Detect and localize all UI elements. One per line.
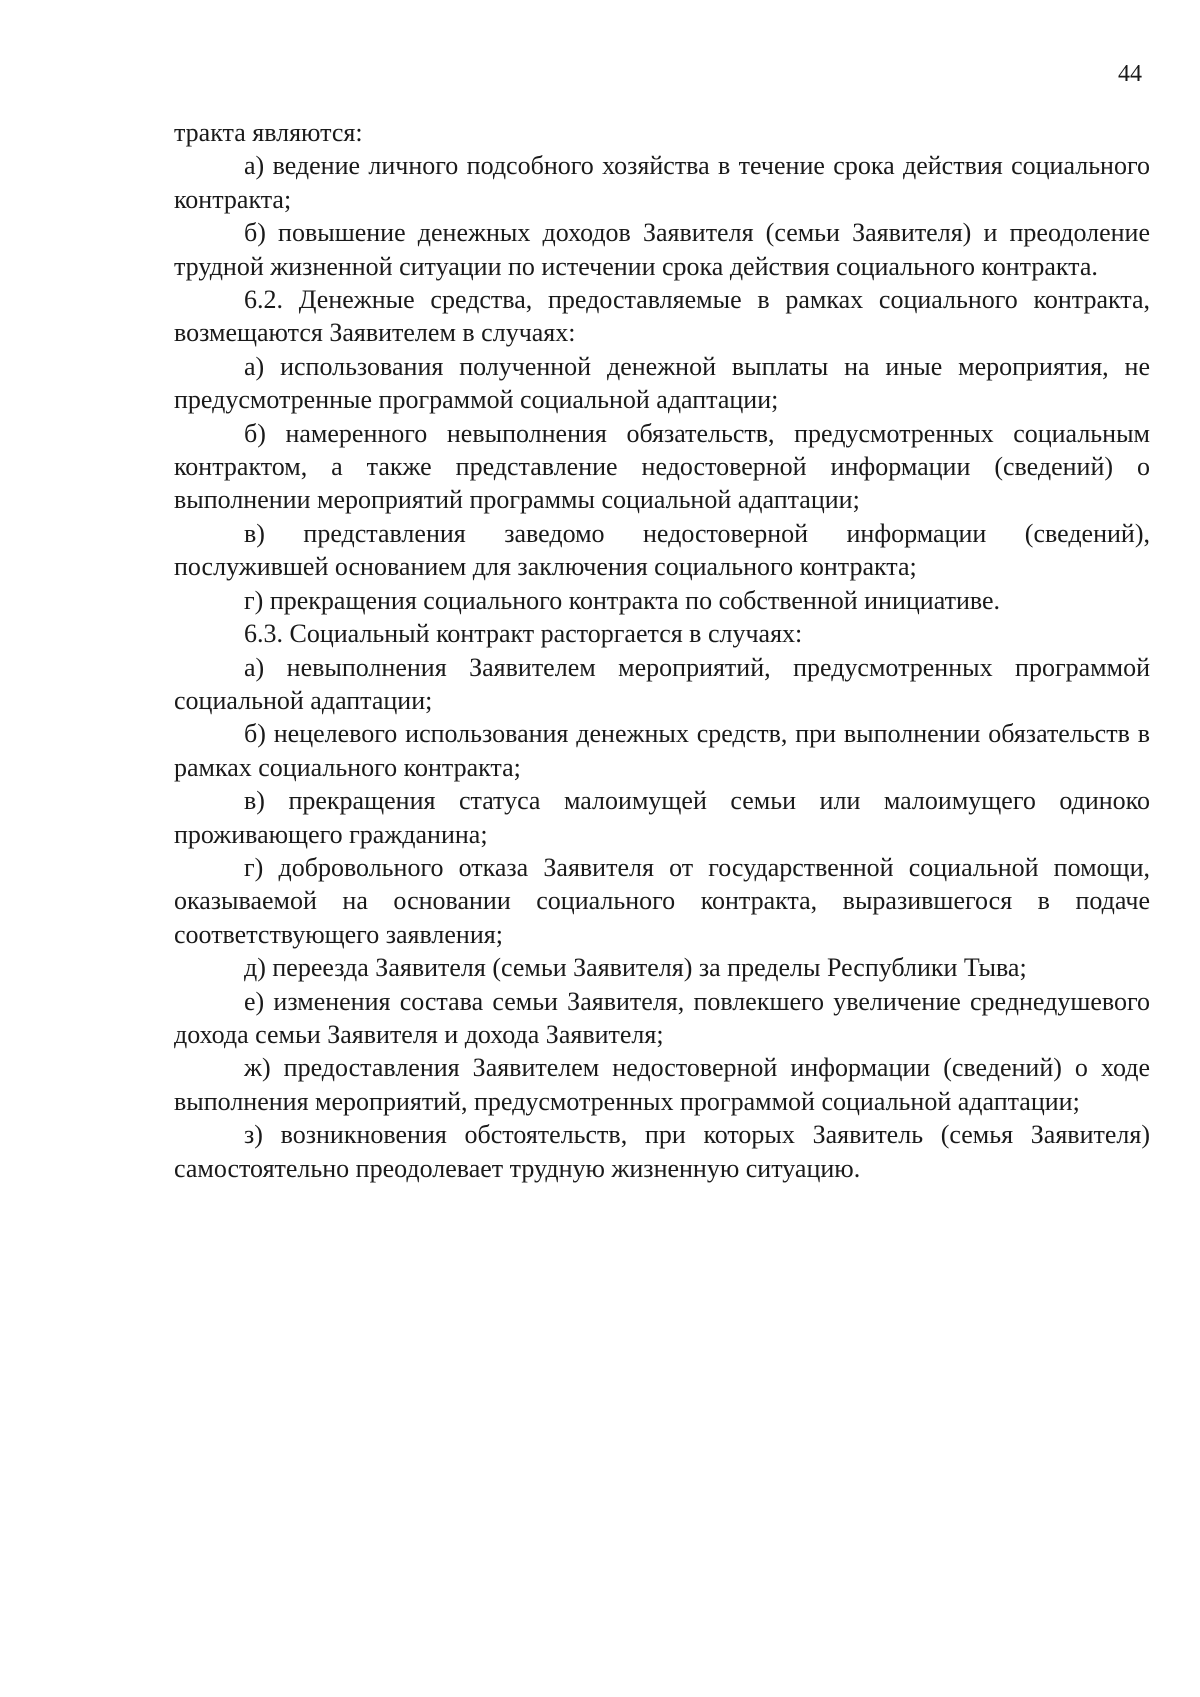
paragraph: б) намеренного невыполнения обязательств, предусмотренных социальным контрактом, а также представление недостоверной информации (сведений) о выполнении мероприятий программы социальной адаптации; [174, 418, 1150, 515]
paragraph: з) возникновения обстоятельств, при которых Заявитель (семья Заявителя) самостоятельно преодолевает трудную жизненную ситуацию. [174, 1120, 1150, 1183]
paragraph: в) прекращения статуса малоимущей семьи или малоимущего одиноко проживающего гражданина; [174, 786, 1150, 849]
paragraph: е) изменения состава семьи Заявителя, повлекшего увеличение среднедушевого дохода семьи Заявителя и дохода Заявителя; [174, 986, 1150, 1049]
paragraph: ж) предоставления Заявителем недостоверной информации (сведений) о ходе выполнения мероприятий, предусмотренных программой социальной адаптации; [174, 1053, 1150, 1116]
paragraph: г) добровольного отказа Заявителя от государственной социальной помощи, оказываемой на основании социального контракта, выразившегося в подаче соответствующего заявления; [174, 852, 1150, 949]
paragraph: б) нецелевого использования денежных средств, при выполнении обязательств в рамках социального контракта; [174, 719, 1150, 782]
section-heading-paragraph: 6.3. Социальный контракт расторгается в случаях: [244, 619, 803, 649]
document-body [174, 116, 1150, 1185]
paragraph: в) представления заведомо недостоверной информации (сведений), послужившей основанием для заключения социального контракта; [174, 518, 1150, 582]
paragraph: а) использования полученной денежной выплаты на иные мероприятия, не предусмотренные программой социальной адаптации; [174, 351, 1150, 415]
section-heading-paragraph: 6.2. Денежные средства, предоставляемые в рамках социального контракта, возмещаются Заявителем в случаях: [174, 285, 1150, 348]
page-number: 44 [1118, 61, 1142, 87]
paragraph: а) невыполнения Заявителем мероприятий, предусмотренных программой социальной адаптации; [174, 652, 1150, 715]
paragraph: б) повышение денежных доходов Заявителя (семьи Заявителя) и преодоление трудной жизненной ситуации по истечении срока действия социального контракта. [174, 218, 1150, 281]
paragraph: г) прекращения социального контракта по собственной инициативе. [244, 585, 1001, 615]
paragraph: а) ведение личного подсобного хозяйства в течение срока действия социального контракта; [174, 151, 1150, 214]
paragraph: тракта являются: [174, 118, 363, 147]
paragraph: д) переезда Заявителя (семьи Заявителя) за пределы Республики Тыва; [244, 953, 1027, 983]
